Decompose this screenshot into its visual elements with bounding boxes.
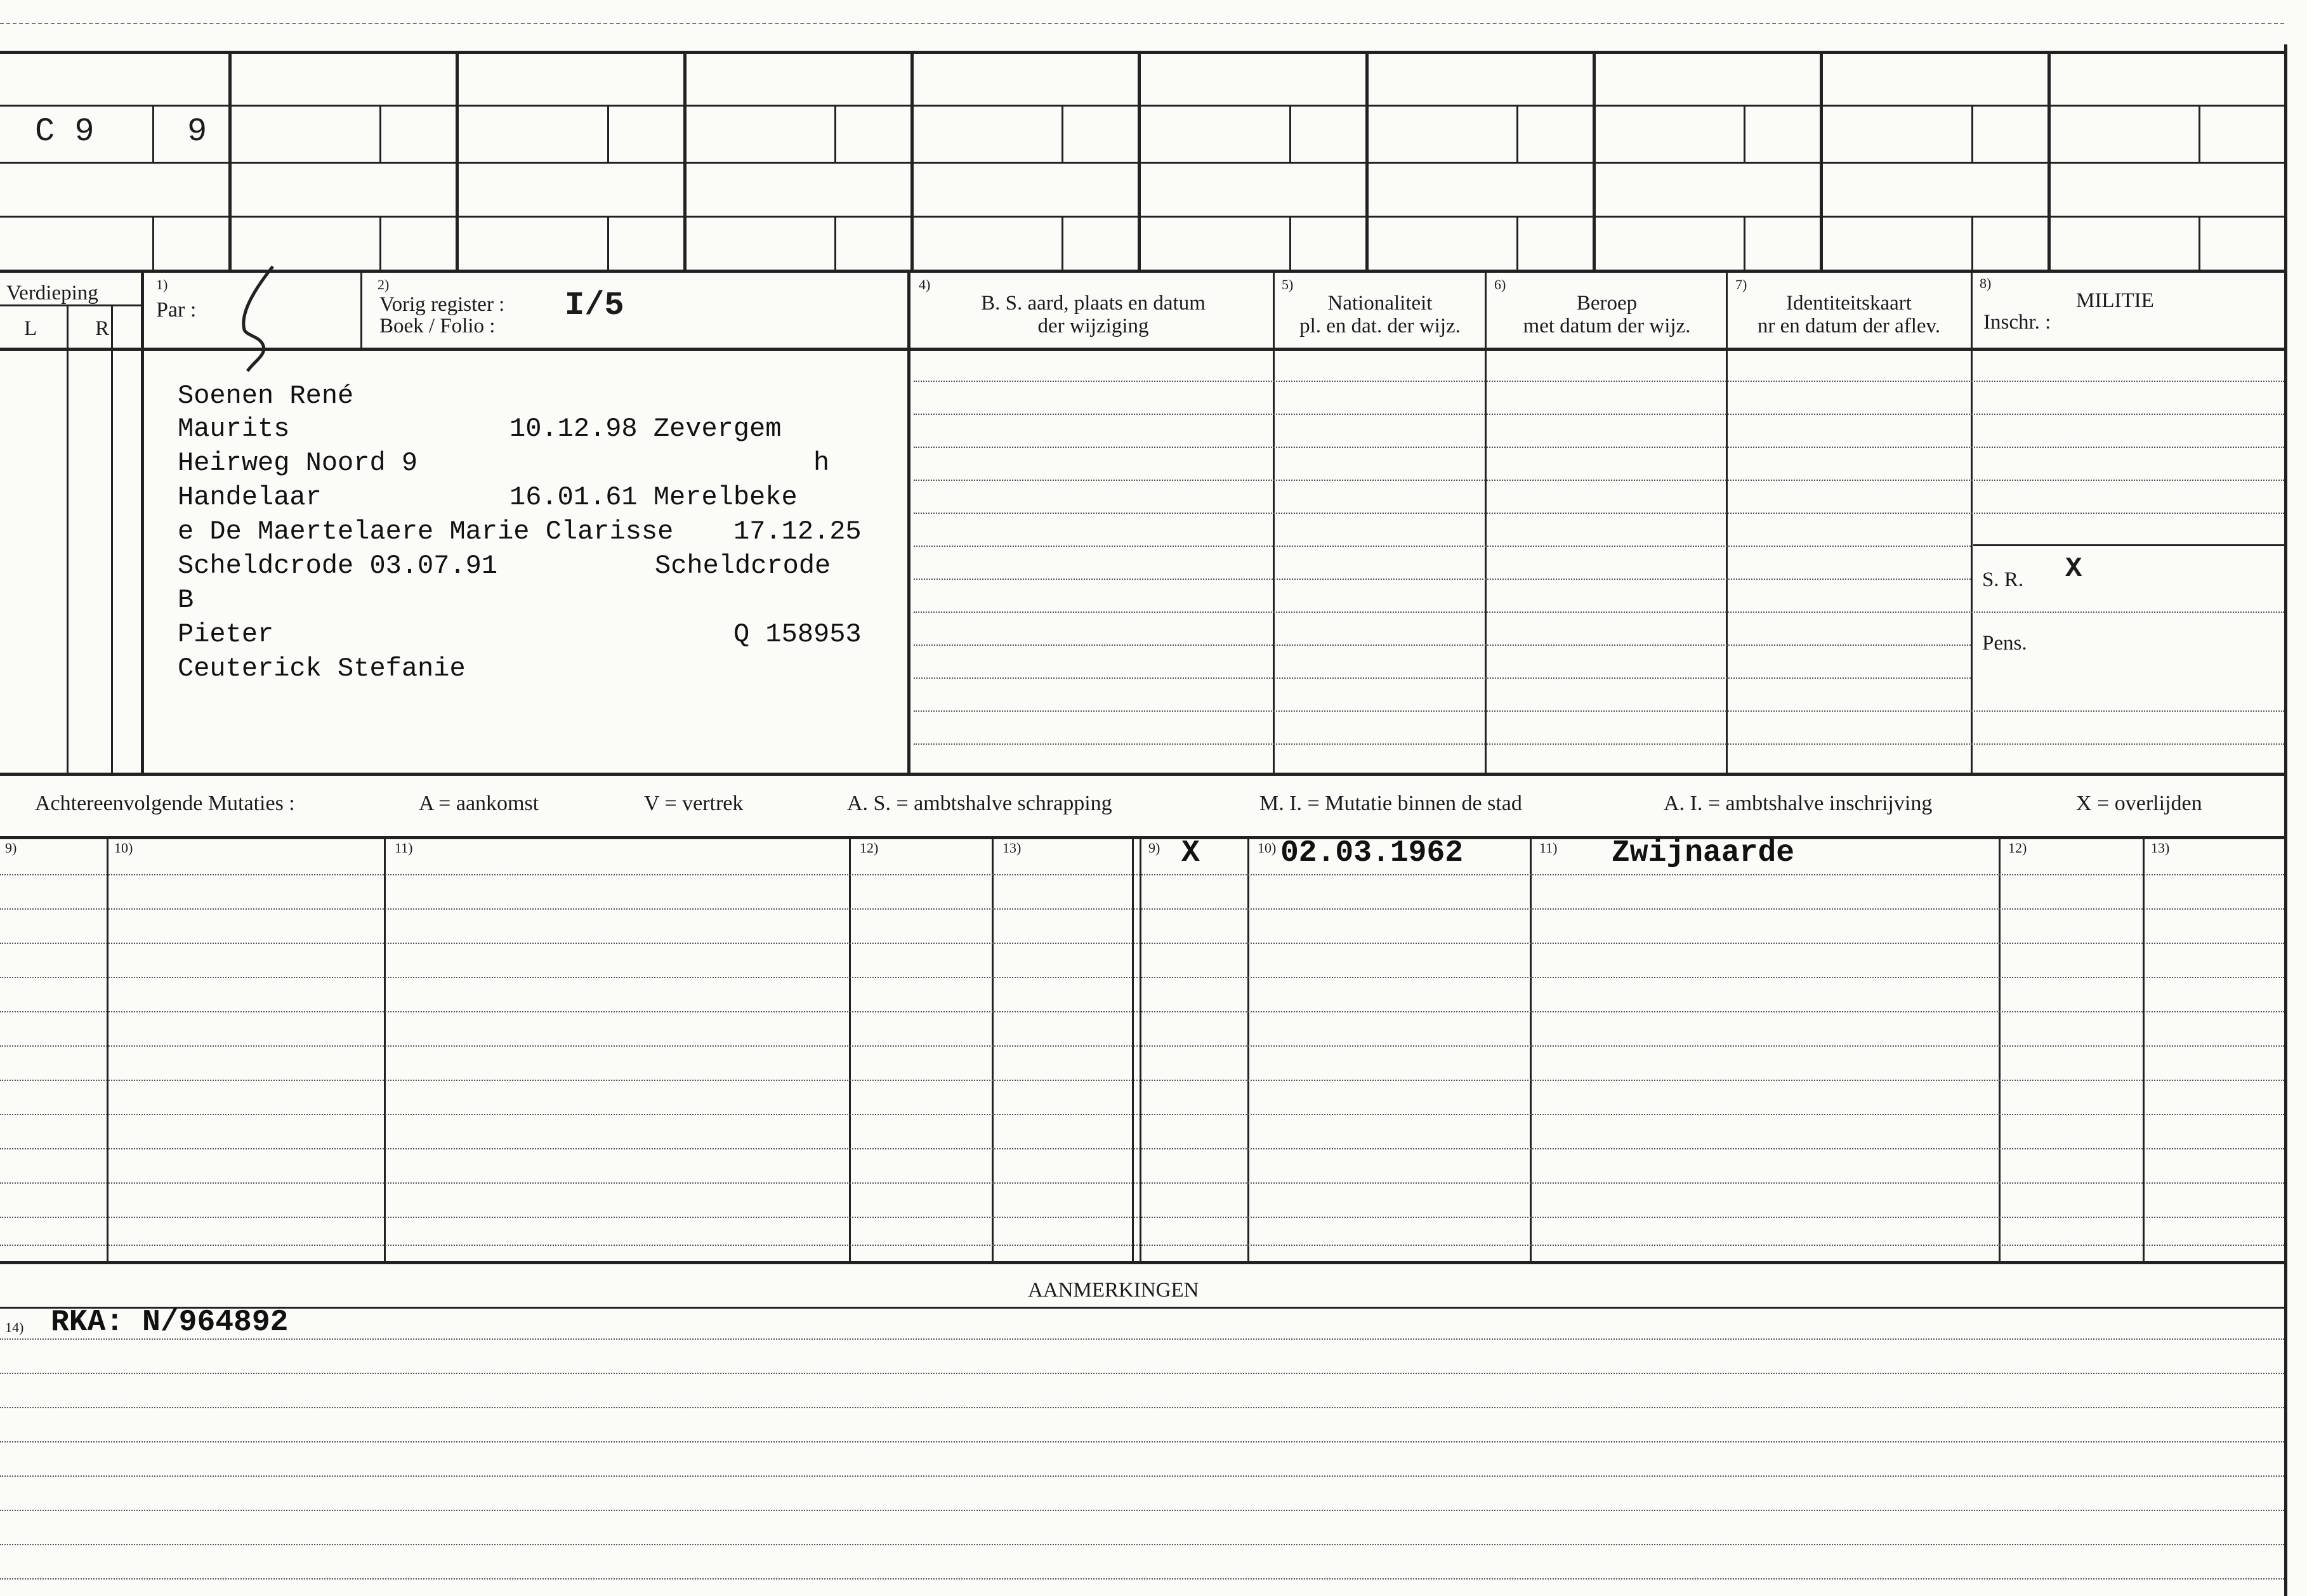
par-label: Par : (156, 298, 197, 322)
par-handwritten-mark (209, 260, 286, 381)
legend-vertrek: V = vertrek (644, 792, 744, 815)
left-col-11: 11) (395, 840, 413, 856)
left-col-12: 12) (860, 840, 879, 856)
legend-overlijden: X = overlijden (2076, 792, 2202, 815)
grid-cell-code-1: C 9 (35, 113, 95, 150)
sr-value: X (2065, 553, 2082, 585)
bs-header-line2: der wijziging (1037, 315, 1149, 337)
mutation-type: X (1181, 836, 1200, 870)
mutations-title: Achtereenvolgende Mutaties : (35, 792, 295, 815)
grid-cell-code-2: 9 (187, 113, 207, 150)
identiteitskaart-line1: Identiteitskaart (1786, 292, 1912, 315)
remarks-rka: RKA: N/964892 (51, 1305, 289, 1340)
person-firstname: Maurits (178, 414, 290, 444)
nationaliteit-header (1275, 292, 1485, 337)
nationaliteit-line2: pl. en dat. der wijz. (1299, 315, 1461, 337)
beroep-line2: met datum der wijz. (1523, 315, 1691, 337)
floor-left-label: L (24, 317, 37, 340)
person-arrival: 16.01.61 Merelbeke (509, 482, 798, 513)
person-spouse-place: Scheldcrode (655, 551, 831, 581)
person-spouse: e De Maertelaere Marie Clarisse (178, 516, 674, 547)
boek-folio-label: Boek / Folio : (379, 315, 496, 337)
field-number-8: 8) (1980, 275, 1992, 291)
field-number-14: 14) (5, 1319, 24, 1335)
left-col-9: 9) (5, 840, 17, 856)
sr-label: S. R. (1982, 568, 2024, 591)
legend-mutatie-stad: M. I. = Mutatie binnen de stad (1259, 792, 1522, 815)
beroep-line1: Beroep (1576, 292, 1638, 315)
person-mother: Ceuterick Stefanie (178, 653, 466, 684)
field-number-1: 1) (156, 277, 168, 292)
militie-label: MILITIE (2076, 289, 2154, 312)
person-mark: h (813, 448, 830, 478)
field-number-5: 5) (1282, 277, 1294, 292)
person-spouse-birth: Scheldcrode 03.07.91 (178, 551, 498, 581)
person-address: Heirweg Noord 9 (178, 448, 418, 478)
right-col-13: 13) (2151, 840, 2170, 856)
field-number-7: 7) (1735, 277, 1747, 292)
verdieping-label: Verdieping (6, 282, 98, 304)
card-top-edge (0, 23, 2284, 24)
nationaliteit-line1: Nationaliteit (1327, 292, 1433, 315)
person-birth: 10.12.98 Zevergem (509, 414, 782, 444)
left-col-13: 13) (1002, 840, 1022, 856)
right-col-9: 9) (1148, 840, 1160, 856)
field-number-4: 4) (919, 277, 931, 292)
mutation-date: 02.03.1962 (1280, 836, 1464, 870)
right-col-10: 10) (1258, 840, 1277, 856)
legend-inschrijving: A. I. = ambtshalve inschrijving (1664, 792, 1933, 815)
identiteitskaart-header (1728, 292, 1969, 337)
bs-header (914, 292, 1273, 337)
remarks-title: AANMERKINGEN (1028, 1279, 1199, 1302)
person-id-number: Q 158953 (733, 619, 862, 650)
vorig-register-label: Vorig register : (379, 293, 505, 316)
legend-aankomst: A = aankomst (419, 792, 539, 815)
person-spouse-date: 17.12.25 (733, 516, 862, 547)
field-number-2: 2) (378, 277, 390, 292)
pens-label: Pens. (1982, 632, 2027, 655)
beroep-header (1488, 292, 1726, 337)
bs-header-line1: B. S. aard, plaats en datum (981, 292, 1206, 315)
floor-right-label: R (95, 317, 110, 340)
person-father: Pieter (178, 619, 274, 650)
legend-schrapping: A. S. = ambtshalve schrapping (847, 792, 1112, 815)
right-col-12: 12) (2008, 840, 2027, 856)
identiteitskaart-line2: nr en datum der aflev. (1757, 315, 1941, 337)
mutation-place: Zwijnaarde (1612, 836, 1795, 870)
person-nationality: B (178, 585, 194, 615)
inschr-label: Inschr. : (1983, 311, 2051, 334)
left-col-10: 10) (114, 840, 133, 856)
person-name: Soenen René (178, 381, 354, 411)
right-col-11: 11) (1539, 840, 1558, 856)
person-profession: Handelaar (178, 482, 322, 513)
vorig-register-value: I/5 (565, 287, 624, 324)
field-number-6: 6) (1494, 277, 1506, 292)
